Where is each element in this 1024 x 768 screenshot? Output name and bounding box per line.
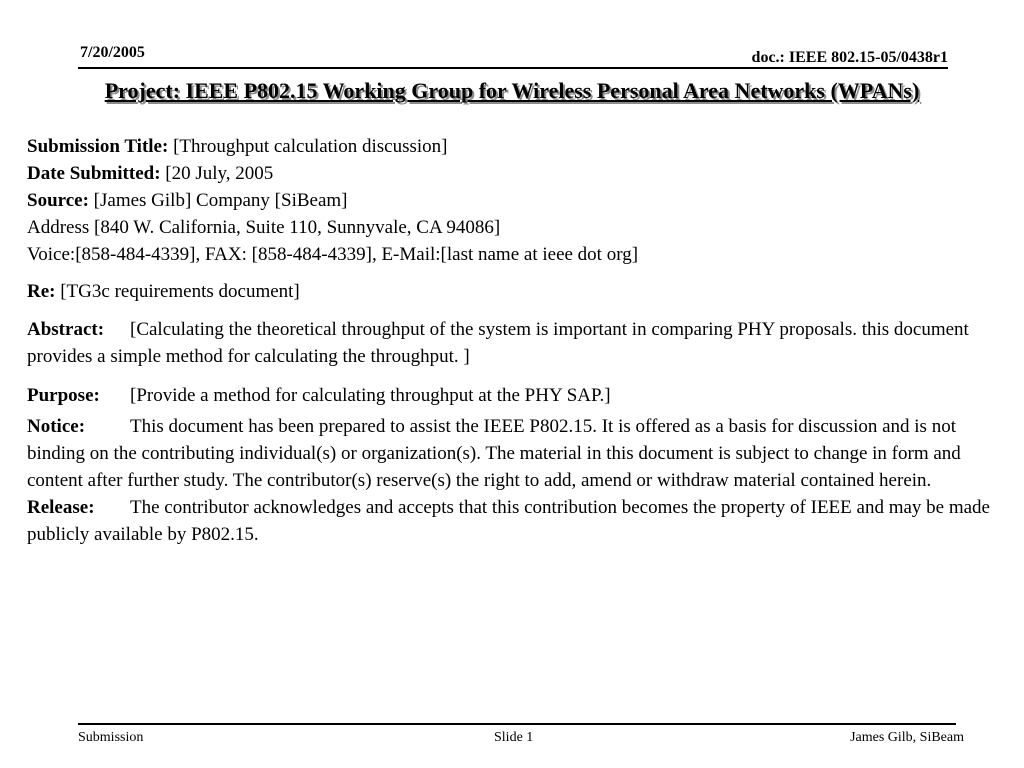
notice-label: Notice: — [27, 416, 86, 437]
date-submitted-value: [20 July, 2005 — [165, 163, 274, 184]
contact-line: Voice:[858-484-4339], FAX: [858-484-4339], E-Mail:[last name at ieee dot org] — [27, 244, 639, 265]
purpose-value: [Provide a method for calculating throughput at the PHY SAP.] — [130, 385, 611, 406]
project-title: Project: IEEE P802.15 Working Group for Wireless Personal Area Networks (WPANs) — [104, 78, 920, 103]
footer-author: James Gilb, SiBeam — [850, 730, 964, 745]
header-date: 7/20/2005 — [80, 44, 145, 61]
header-rule — [78, 67, 948, 69]
release-label: Release: — [27, 497, 95, 518]
release-value: The contributor acknowledges and accepts that this contribution becomes the property of IEEE and may be made publicly available by P802.15. — [27, 497, 990, 545]
notice-value: This document has been prepared to assist the IEEE P802.15. It is offered as a basis for discussion and is not binding on the contributing individual(s) or organization(s). The material in this document is subject to change in form and content after further study. The contributor(s) reserve(s) the right to add, amend or withdraw material contained herein. — [27, 416, 961, 491]
purpose-paragraph — [27, 382, 1017, 409]
footer-submission: Submission — [78, 730, 144, 745]
footer-slide-number: Slide 1 — [494, 730, 534, 745]
date-submitted-line — [27, 160, 1017, 187]
address-line: Address [840 W. California, Suite 110, Sunnyvale, CA 94086] — [27, 217, 501, 238]
source-value: [James Gilb] Company [SiBeam] — [93, 190, 348, 211]
re-label: Re: — [27, 281, 56, 302]
document-body — [27, 133, 1017, 548]
date-submitted-label: Date Submitted: — [27, 163, 161, 184]
footer-rule — [78, 723, 956, 725]
source-line — [27, 187, 1017, 214]
submission-title-line — [27, 133, 1017, 160]
re-line — [27, 278, 1017, 305]
header-doc-id: doc.: IEEE 802.15-05/0438r1 — [751, 49, 948, 66]
re-value: [TG3c requirements document] — [60, 281, 300, 302]
abstract-value: [Calculating the theoretical throughput of the system is important in comparing PHY proposals. this document provides a simple method for calculating the throughput. ] — [27, 319, 969, 367]
submission-title-value: [Throughput calculation discussion] — [173, 136, 448, 157]
notice-paragraph — [27, 413, 1017, 494]
abstract-label: Abstract: — [27, 319, 105, 340]
abstract-paragraph — [27, 316, 1017, 370]
purpose-label: Purpose: — [27, 385, 100, 406]
release-paragraph — [27, 494, 1017, 548]
source-label: Source: — [27, 190, 89, 211]
submission-title-label: Submission Title: — [27, 136, 169, 157]
